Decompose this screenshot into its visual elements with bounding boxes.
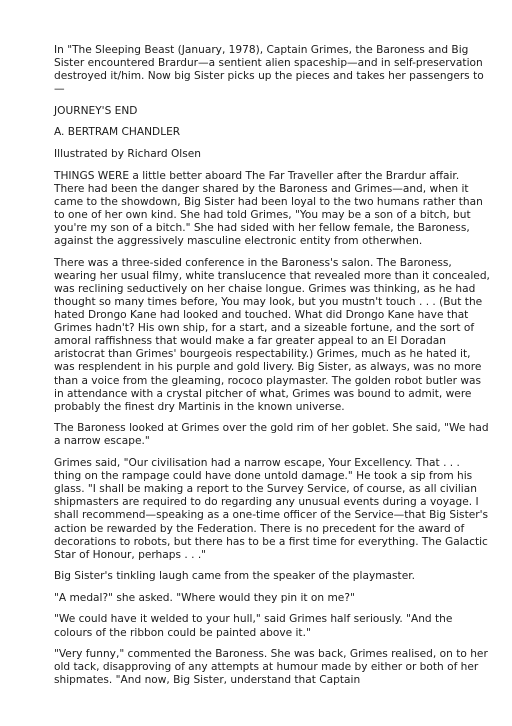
illustrator-credit: Illustrated by Richard Olsen <box>54 148 201 161</box>
body-paragraph: Grimes said, "Our civilisation had a narrow escape, Your Excellency. That . . . thing on the rampage could have done untold damage." He took a sip from his glass. "I shall be making a report to the Survey Service, of course, as all civilian shipmasters are required to do regarding any unusual events during a voyage. I shall recommend—speaking as a one-time officer of the Service—that Big Sister's action be rewarded by the Federation. There is no precedent for the award of decorations to robots, but there has to be a first time for everything. The Galactic Star of Honour, perhaps . . ." <box>54 457 489 561</box>
body-paragraph: There was a three-sided conference in the Baroness's salon. The Baroness, wearing her usual filmy, white translucence that revealed more than it concealed, was reclining seductively on her chaise longue. Grimes was thinking, as he had thought so many times before, You may look, but you mustn't touch . . . (But the hated Drongo Kane had looked and touched. What did Drongo Kane have that Grimes hadn't? His own ship, for a start, and a sizeable fortune, and the sort of amoral raffishness that would make a far greater appeal to an El Doradan aristocrat than Grimes' bourgeois respectability.) Grimes, much as he hated it, was resplendent in his purple and gold livery. Big Sister, as always, was no more than a voice from the gleaming, rococo playmaster. The golden robot butler was in attendance with a crystal pitcher of what, Grimes was bound to admit, were probably the finest dry Martinis in the known universe. <box>54 256 490 413</box>
body-paragraph: "We could have it welded to your hull," said Grimes half seriously. "And the colours of the ribbon could be painted above it." <box>54 613 453 639</box>
body-paragraph: The Baroness looked at Grimes over the gold rim of her goblet. She said, "We had a narrow escape." <box>54 422 489 448</box>
body-paragraph: "A medal?" she asked. "Where would they pin it on me?" <box>54 591 355 604</box>
intro-paragraph: In "The Sleeping Beast (January, 1978), Captain Grimes, the Baroness and Big Sister encountered Brardur—a sentient alien spaceship—and in self-preservation destroyed it/him. Now big Sister picks up the pieces and takes her passengers to— <box>54 44 484 96</box>
body-paragraph: "Very funny," commented the Baroness. She was back, Grimes realised, on to her old tack, disapproving of any attempts at humour made by either or both of her shipmates. "And now, Big Sister, understand that Captain <box>54 648 488 687</box>
body-paragraph: THINGS WERE a little better aboard The Far Traveller after the Brardur affair. There had been the danger shared by the Baroness and Grimes—and, when it came to the showdown, Big Sister had been loyal to the two humans rather than to one of her own kind. She had told Grimes, "You may be a son of a bitch, but you're my son of a bitch." She had sided with her fellow female, the Baroness, against the aggressively masculine electronic entity from otherwhen. <box>54 169 483 248</box>
author-byline: A. BERTRAM CHANDLER <box>54 126 181 139</box>
document-page <box>54 44 490 696</box>
story-title: JOURNEY'S END <box>54 104 138 117</box>
body-paragraph: Big Sister's tinkling laugh came from the speaker of the playmaster. <box>54 570 415 583</box>
